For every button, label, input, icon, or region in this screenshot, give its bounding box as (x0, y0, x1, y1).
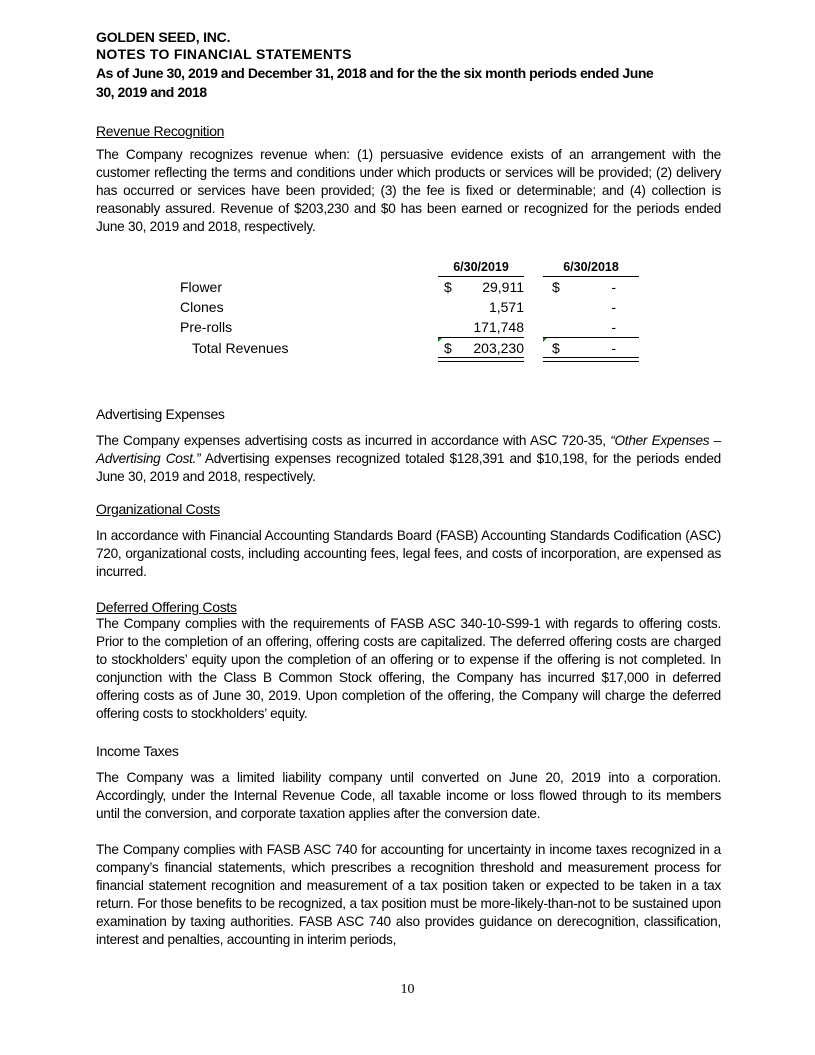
advertising-expenses-title: Advertising Expenses (96, 406, 225, 422)
revenue-recognition-title: Revenue Recognition (96, 123, 225, 139)
value-flower-2018: - (611, 279, 616, 295)
currency-symbol: $ (552, 340, 560, 356)
currency-symbol: $ (552, 279, 560, 295)
error-indicator-icon (438, 338, 442, 342)
period-line-2: 30, 2019 and 2018 (96, 84, 207, 100)
advertising-expenses-text (96, 432, 721, 486)
organizational-costs-title: Organizational Costs (96, 501, 220, 517)
value-clones-2019: 1,571 (488, 299, 524, 315)
organizational-costs-text: In accordance with Financial Accounting Standards Board (FASB) Accounting Standards Codification (ASC) 720, organizational costs, including accounting fees, legal fees, and costs of incorporation, are expensed as incurred. (96, 528, 721, 579)
deferred-offering-costs-title: Deferred Offering Costs (96, 599, 237, 615)
value-prerolls-2018: - (611, 319, 616, 335)
revenue-recognition-text: The Company recognizes revenue when: (1) persuasive evidence exists of an arrangement with the customer reflecting the terms and conditions under which products or services will be provided; (2) delivery has occurred or services have been provided; (3) the fee is fixed or determinable; and (4) collection is reasonably assured. Revenue of $203,230 and $0 has been earned or recognized for the periods ended June 30, 2019 and 2018, respectively. (96, 147, 721, 234)
value-total-2018: - (611, 340, 616, 356)
value-clones-2018: - (611, 299, 616, 315)
deferred-offering-costs-text: The Company complies with the requirements of FASB ASC 340-10-S99-1 with regards to offering costs. Prior to the completion of an offering, offering costs are capitalized. The deferred offering costs are charged to stockholders’ equity upon the completion of an offering or to expense if the offering is not completed. In conjunction with the Class B Common Stock offering, the Company has incurred $17,000 in deferred offering costs as of June 30, 2019. Upon completion of the offering, the Company will charge the deferred offering costs to stockholders’ equity. (96, 616, 721, 721)
row-label-prerolls: Pre-rolls (180, 319, 233, 335)
company-name: GOLDEN SEED, INC. (96, 29, 231, 45)
col-header-2018: 6/30/2018 (543, 258, 639, 277)
row-label-clones: Clones (180, 299, 224, 315)
advertising-text-italic: “Other Expenses – Advertising Cost.” (96, 433, 721, 466)
page-number: 10 (400, 982, 415, 997)
total-double-underline-2019 (438, 357, 524, 362)
currency-symbol: $ (444, 279, 452, 295)
row-label-total: Total Revenues (192, 340, 289, 356)
value-flower-2019: 29,911 (482, 279, 524, 295)
col-header-2019: 6/30/2019 (438, 258, 524, 277)
subtotal-line-2019 (438, 337, 524, 338)
total-double-underline-2018 (543, 357, 639, 362)
value-prerolls-2019: 171,748 (473, 319, 524, 335)
error-indicator-icon (543, 338, 547, 342)
income-taxes-title: Income Taxes (96, 743, 179, 759)
income-taxes-text-1: The Company was a limited liability company until converted on June 20, 2019 into a corporation. Accordingly, under the Internal Revenue Code, all taxable income or loss flowed through to its members until the conversion, and corporate taxation applies after the conversion date. (96, 770, 721, 821)
advertising-text-post: Advertising expenses recognized totaled $128,391 and $10,198, for the periods ended June 30, 2019 and 2018, respectively. (96, 451, 721, 484)
value-total-2019: 203,230 (473, 340, 524, 356)
period-line-1: As of June 30, 2019 and December 31, 2018 and for the the six month periods ended June (96, 65, 654, 81)
revenue-table (180, 258, 640, 368)
income-taxes-text-2: The Company complies with FASB ASC 740 for accounting for uncertainty in income taxes recognized in a company’s financial statements, which prescribes a recognition threshold and measurement process for financial statement recognition and measurement of a tax position taken or expected to be taken in a tax return. For those benefits to be recognized, a tax position must be more-likely-than-not to be sustained upon examination by taxing authorities. FASB ASC 740 also provides guidance on derecognition, classification, interest and penalties, accounting in interim periods, (96, 842, 721, 947)
document-subtitle: NOTES TO FINANCIAL STATEMENTS (96, 46, 352, 62)
row-label-flower: Flower (180, 279, 223, 295)
currency-symbol: $ (444, 340, 452, 356)
advertising-text-pre: The Company expenses advertising costs as incurred in accordance with ASC 720-35, (96, 433, 611, 448)
subtotal-line-2018 (543, 337, 639, 338)
